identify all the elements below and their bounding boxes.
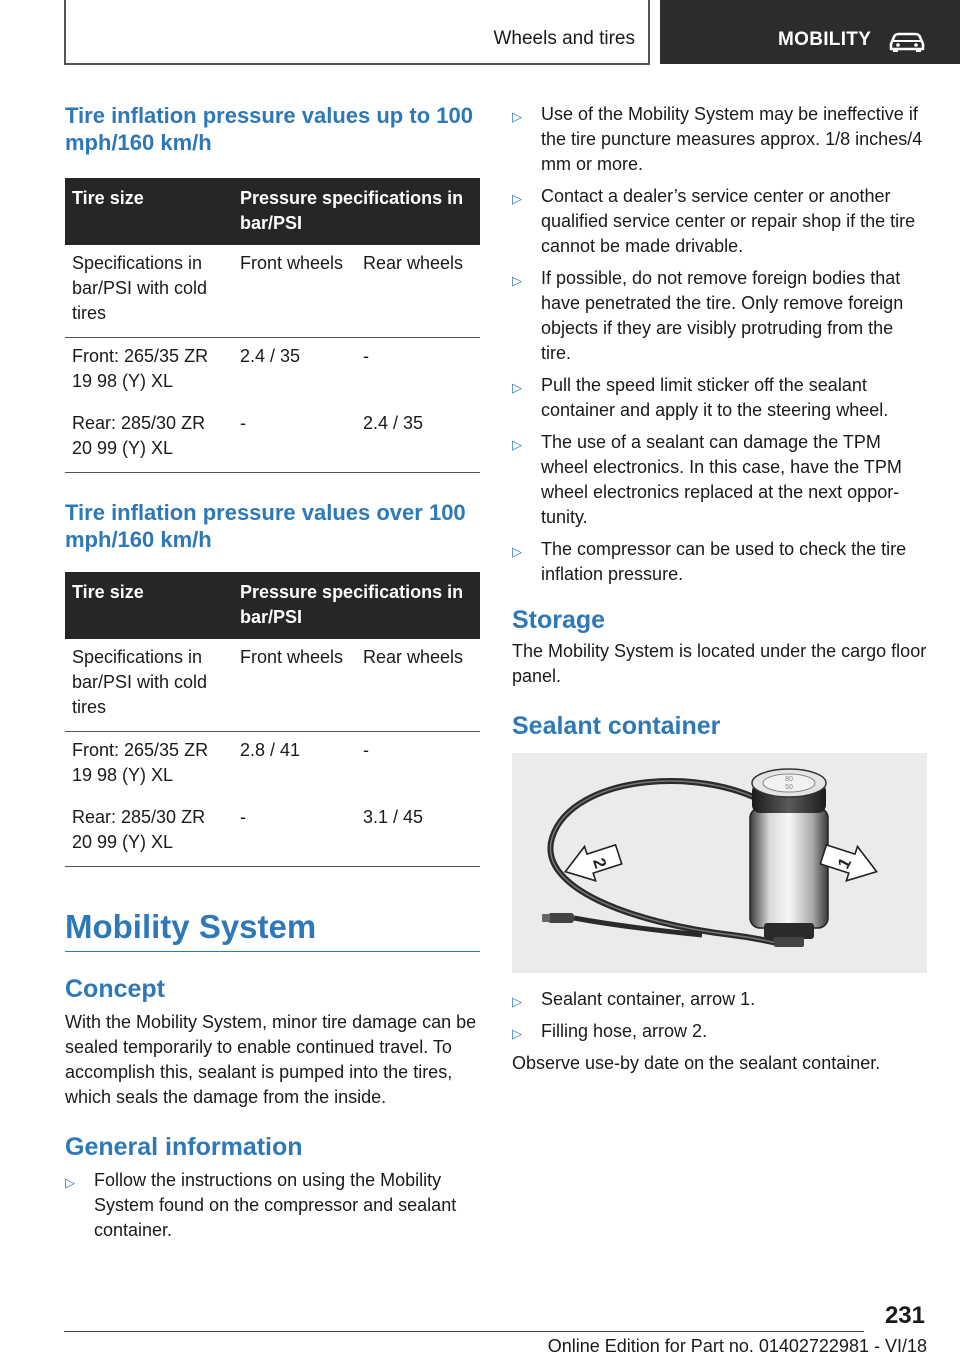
general-info-heading: General information [65, 1133, 303, 1161]
arrow-2-label: 2 [589, 855, 611, 871]
header-mobility-tab[interactable] [660, 0, 960, 64]
general-info-list-continued [512, 102, 927, 587]
table-cell: Specifications in bar/PSI with cold tires [65, 639, 233, 732]
table-cell: Rear wheels [356, 639, 480, 732]
table-cell: 2.4 / 35 [356, 405, 480, 473]
table-cell: - [363, 740, 369, 760]
header-divider [648, 0, 650, 64]
table-header-cell: Pressure specifications in bar/PSI [233, 572, 480, 639]
list-item: ▷ If possible, do not remove foreign bodies that have penetrated the tire. Only remove foreign objects if they are visibly protruding from the tire. [512, 268, 904, 363]
triangle-bullet-icon: ▷ [512, 191, 522, 206]
triangle-bullet-icon: ▷ [512, 273, 522, 288]
storage-text: The Mobility System is located under the cargo floor panel. [512, 641, 927, 686]
table-row [65, 405, 480, 473]
table-row [65, 639, 480, 732]
list-item: ▷ Sealant container, arrow 1. [512, 987, 927, 1012]
table-cell: Rear: 285/30 ZR 20 99 (Y) XL [65, 799, 233, 867]
table-row [65, 732, 480, 800]
table-cell: - [363, 346, 369, 366]
table-cell: 3.1 / 45 [356, 799, 480, 867]
list-item: ▷ The use of a sealant can damage the TPM wheel electronics. In this case, have the TPM wheel electronics replaced at the next opportunity. [512, 432, 902, 527]
sealant-container-illustration [512, 753, 927, 973]
storage-heading: Storage [512, 606, 606, 634]
page-number: 231 [884, 1302, 925, 1329]
sealant-note: Observe use-by date on the sealant container. [512, 1053, 881, 1073]
footer-rule [64, 1331, 864, 1332]
list-item: ▷ Contact a dealer’s service center or another qualified service center or repair shop if the tire cannot be made drivable. [512, 186, 916, 256]
list-item: ▷ Follow the instructions on using the Mobility System found on the compressor and sealant container. [65, 1170, 457, 1240]
triangle-bullet-icon: ▷ [65, 1175, 75, 1190]
table-cell: Front: 265/35 ZR 19 98 (Y) XL [72, 346, 209, 391]
table-cell: 2.8 / 41 [240, 740, 301, 760]
table-cell: 2.4 / 35 [240, 346, 301, 366]
table-header-cell: Tire size [65, 572, 233, 639]
triangle-bullet-icon: ▷ [512, 994, 522, 1009]
triangle-bullet-icon: ▷ [512, 544, 522, 559]
sealant-parts-list [512, 987, 927, 1044]
triangle-bullet-icon: ▷ [512, 1026, 522, 1041]
arrow-1-label: 1 [833, 854, 856, 872]
list-item: ▷ Filling hose, arrow 2. [512, 1019, 927, 1044]
mobility-system-title: Mobility System [65, 907, 480, 952]
table-cell: Specifications in bar/PSI with cold tires [65, 245, 233, 338]
table-cell: Front wheels [233, 245, 356, 338]
sealant-container-heading: Sealant container [512, 712, 721, 740]
table-header-cell: Tire size [65, 178, 233, 245]
triangle-bullet-icon: ▷ [512, 437, 522, 452]
table-cell: Rear: 285/30 ZR 20 99 (Y) XL [65, 405, 233, 473]
list-item: ▷ Pull the speed limit sticker off the sealant container and apply it to the steering wheel. [512, 375, 889, 420]
triangle-bullet-icon: ▷ [512, 109, 522, 124]
concept-text: With the Mobility System, minor tire damage can be sealed temporarily to enable continued travel. To accomplish this, sealant is pumped into the tires, which seals the damage from the inside. [65, 1012, 477, 1107]
general-info-list [65, 1168, 480, 1243]
table2-title: Tire inflation pressure values over 100 mph/160 km/h [65, 500, 466, 552]
table-cell: Front wheels [233, 639, 356, 732]
footer-edition: Online Edition for Part no. 01402722981 - VI/18 [547, 1336, 927, 1356]
car-icon [888, 30, 926, 52]
pressure-table-over-160 [65, 572, 480, 867]
table1-title: Tire inflation pressure values up to 100 mph/160 km/h [65, 103, 473, 155]
table-row [65, 245, 480, 338]
table-cell: Front: 265/35 ZR 19 98 (Y) XL [72, 740, 209, 785]
header-tab-label: MOBILITY [778, 29, 872, 50]
concept-heading: Concept [65, 975, 165, 1003]
sealant-container-figure [512, 753, 927, 973]
table-row [65, 338, 480, 406]
right-column [512, 102, 927, 1076]
cap-label-50: 50 [785, 784, 793, 791]
left-column [65, 102, 480, 1250]
table-cell: - [233, 405, 356, 473]
table-cell: - [233, 799, 356, 867]
table-cell: Rear wheels [356, 245, 480, 338]
table-row [65, 799, 480, 867]
cap-label-80: 80 [785, 776, 793, 783]
header-section-title: Wheels and tires [493, 28, 635, 49]
triangle-bullet-icon: ▷ [512, 380, 522, 395]
pressure-table-up-to-160 [65, 178, 480, 473]
header-bottom-rule [64, 63, 650, 65]
header-left-rule [64, 0, 66, 64]
list-item: ▷ Use of the Mobility System may be ineffective if the tire puncture measures approx. 1/8 inches/4 mm or more. [512, 104, 923, 174]
list-item: ▷ The compressor can be used to check the tire inflation pressure. [512, 539, 907, 584]
table-header-cell: Pressure specifications in bar/PSI [233, 178, 480, 245]
